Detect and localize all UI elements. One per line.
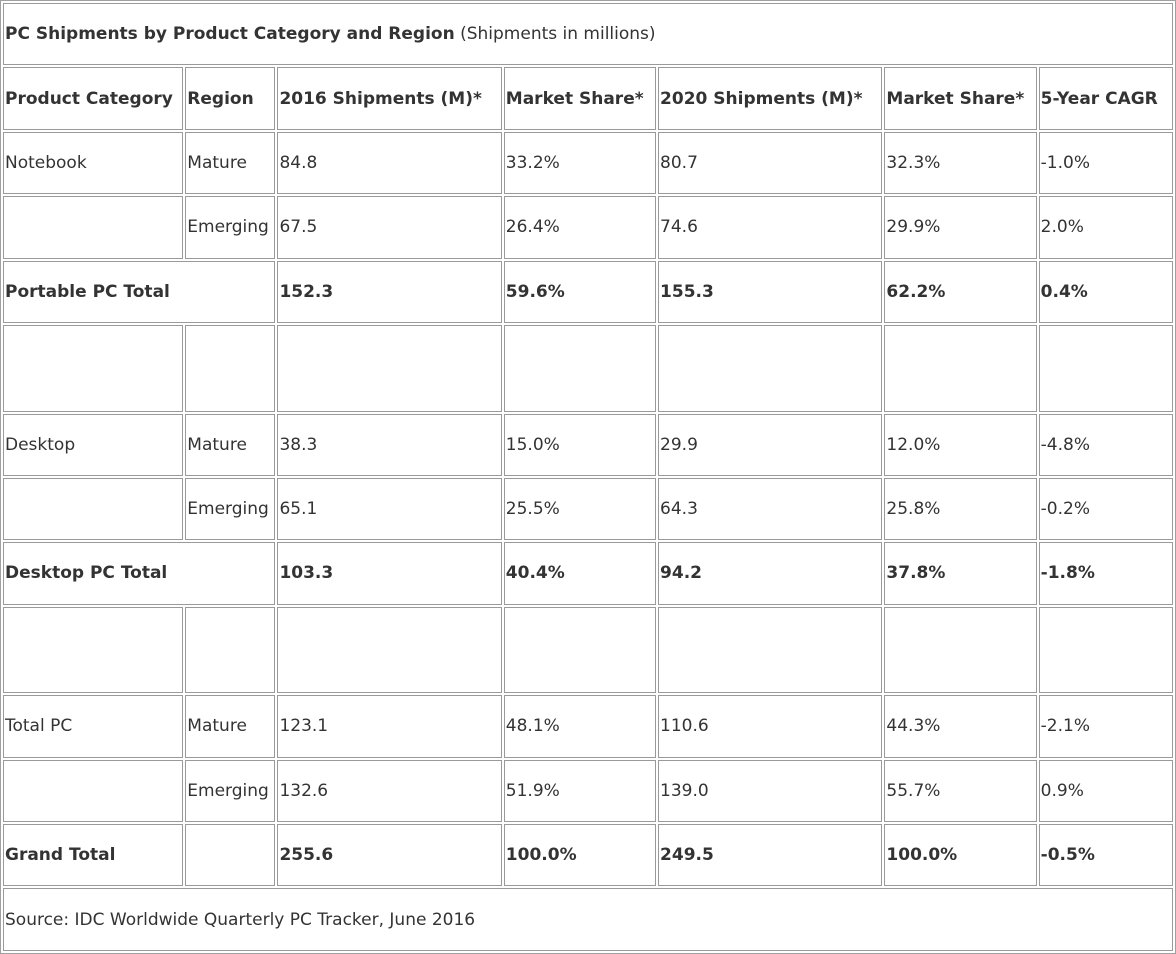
cell-2016-share: 25.5%	[504, 478, 656, 540]
cell-2020-share: 100.0%	[884, 824, 1036, 886]
cell-category	[3, 760, 183, 822]
cell-2016-share: 51.9%	[504, 760, 656, 822]
row-portable-pc-total	[3, 261, 1173, 323]
cell-region: Mature	[185, 132, 275, 194]
cell-total-label: Desktop PC Total	[3, 542, 275, 604]
empty-cell	[1039, 607, 1173, 694]
cell-2016-shipments: 255.6	[277, 824, 501, 886]
cell-category: Notebook	[3, 132, 183, 194]
cell-2020-share: 55.7%	[884, 760, 1036, 822]
cell-2020-shipments: 80.7	[658, 132, 882, 194]
cell-2016-shipments: 38.3	[277, 414, 501, 476]
cell-2020-shipments: 29.9	[658, 414, 882, 476]
source-row	[3, 888, 1173, 951]
cell-cagr: 2.0%	[1039, 196, 1173, 258]
cell-2020-share: 29.9%	[884, 196, 1036, 258]
title-sub: (Shipments in millions)	[460, 24, 656, 45]
cell-2016-shipments: 103.3	[277, 542, 501, 604]
cell-2016-share: 26.4%	[504, 196, 656, 258]
cell-category: Total PC	[3, 695, 183, 757]
empty-cell	[185, 325, 275, 412]
title-row	[3, 3, 1173, 65]
empty-cell	[3, 607, 183, 694]
cell-2020-share: 44.3%	[884, 695, 1036, 757]
row-notebook-mature	[3, 132, 1173, 194]
empty-cell	[277, 607, 501, 694]
header-5-year-cagr: 5-Year CAGR	[1039, 67, 1173, 129]
table-title	[3, 3, 1173, 65]
cell-2020-share: 25.8%	[884, 478, 1036, 540]
row-total-pc-emerging	[3, 760, 1173, 822]
cell-2020-shipments: 155.3	[658, 261, 882, 323]
header-region: Region	[185, 67, 275, 129]
cell-2016-share: 40.4%	[504, 542, 656, 604]
cell-2020-share: 62.2%	[884, 261, 1036, 323]
header-product-category: Product Category	[3, 67, 183, 129]
title-main: PC Shipments by Product Category and Region	[5, 24, 455, 45]
cell-2020-shipments: 110.6	[658, 695, 882, 757]
cell-2020-shipments: 74.6	[658, 196, 882, 258]
cell-2016-shipments: 67.5	[277, 196, 501, 258]
cell-region: Mature	[185, 414, 275, 476]
cell-region: Emerging	[185, 760, 275, 822]
cell-cagr: -0.5%	[1039, 824, 1173, 886]
cell-cagr: 0.4%	[1039, 261, 1173, 323]
cell-2020-shipments: 94.2	[658, 542, 882, 604]
empty-cell	[185, 607, 275, 694]
cell-region: Emerging	[185, 196, 275, 258]
empty-cell	[884, 325, 1036, 412]
cell-category: Desktop	[3, 414, 183, 476]
cell-2016-share: 48.1%	[504, 695, 656, 757]
cell-cagr: -1.8%	[1039, 542, 1173, 604]
spacer-row	[3, 325, 1173, 412]
row-notebook-emerging	[3, 196, 1173, 258]
cell-2016-shipments: 132.6	[277, 760, 501, 822]
empty-cell	[1039, 325, 1173, 412]
cell-cagr: 0.9%	[1039, 760, 1173, 822]
empty-cell	[3, 325, 183, 412]
header-2020-market-share: Market Share*	[884, 67, 1036, 129]
cell-2020-share: 12.0%	[884, 414, 1036, 476]
cell-category	[3, 196, 183, 258]
cell-region: Mature	[185, 695, 275, 757]
empty-cell	[658, 607, 882, 694]
cell-category	[3, 478, 183, 540]
source-note: Source: IDC Worldwide Quarterly PC Tracker, June 2016	[3, 888, 1173, 951]
empty-cell	[277, 325, 501, 412]
cell-2016-share: 59.6%	[504, 261, 656, 323]
cell-total-label: Portable PC Total	[3, 261, 275, 323]
row-desktop-emerging	[3, 478, 1173, 540]
empty-cell	[658, 325, 882, 412]
header-2016-shipments: 2016 Shipments (M)*	[277, 67, 501, 129]
cell-2020-shipments: 139.0	[658, 760, 882, 822]
cell-2016-shipments: 84.8	[277, 132, 501, 194]
header-2016-market-share: Market Share*	[504, 67, 656, 129]
cell-2020-shipments: 249.5	[658, 824, 882, 886]
cell-2020-share: 37.8%	[884, 542, 1036, 604]
cell-region	[185, 824, 275, 886]
cell-cagr: -4.8%	[1039, 414, 1173, 476]
header-2020-shipments: 2020 Shipments (M)*	[658, 67, 882, 129]
empty-cell	[504, 607, 656, 694]
row-grand-total	[3, 824, 1173, 886]
cell-region: Emerging	[185, 478, 275, 540]
cell-2020-shipments: 64.3	[658, 478, 882, 540]
row-desktop-pc-total	[3, 542, 1173, 604]
cell-2016-share: 33.2%	[504, 132, 656, 194]
header-row	[3, 67, 1173, 129]
row-desktop-mature	[3, 414, 1173, 476]
cell-cagr: -1.0%	[1039, 132, 1173, 194]
empty-cell	[504, 325, 656, 412]
cell-2020-share: 32.3%	[884, 132, 1036, 194]
cell-total-label: Grand Total	[3, 824, 183, 886]
cell-2016-share: 15.0%	[504, 414, 656, 476]
cell-cagr: -0.2%	[1039, 478, 1173, 540]
cell-cagr: -2.1%	[1039, 695, 1173, 757]
empty-cell	[884, 607, 1036, 694]
cell-2016-shipments: 123.1	[277, 695, 501, 757]
row-total-pc-mature	[3, 695, 1173, 757]
spacer-row	[3, 607, 1173, 694]
cell-2016-shipments: 65.1	[277, 478, 501, 540]
cell-2016-share: 100.0%	[504, 824, 656, 886]
cell-2016-shipments: 152.3	[277, 261, 501, 323]
